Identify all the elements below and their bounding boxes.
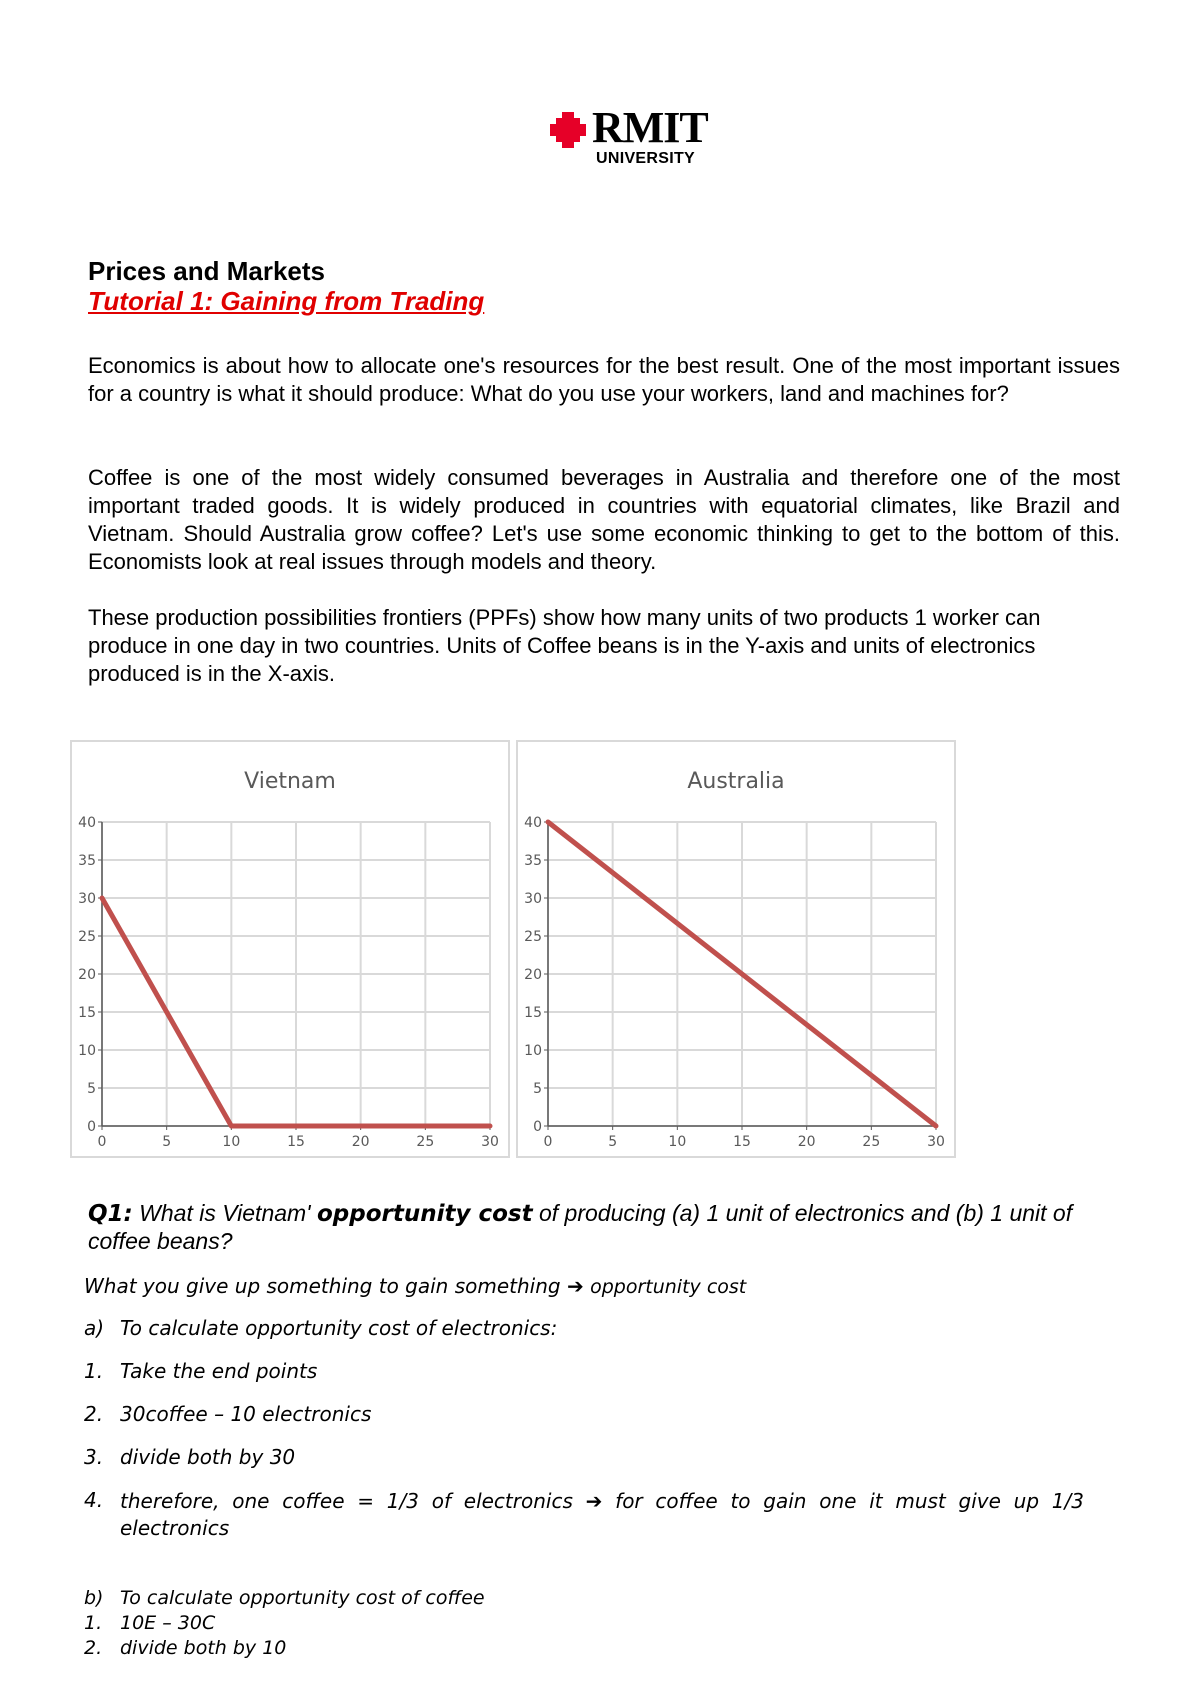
y-tick-label: 10: [78, 1043, 96, 1059]
a-step-4: [84, 1488, 1084, 1542]
document-title: Prices and Markets: [88, 256, 326, 286]
y-tick-label: 30: [78, 891, 96, 907]
question-label: Q1:: [88, 1201, 133, 1227]
y-tick-label: 0: [533, 1119, 542, 1135]
x-tick-label: 30: [927, 1134, 945, 1150]
y-tick-label: 40: [78, 815, 96, 831]
logo-subtitle: UNIVERSITY: [596, 150, 696, 167]
x-tick-label: 0: [97, 1134, 107, 1150]
ppf-paragraph: These production possibilities frontiers (PPFs) show how many units of two products 1 worker can produce in one day in two countries. Units of Coffee beans is in the Y-axis and units of electronics produced is in the X-axis.: [88, 605, 1041, 686]
a-step-3: [84, 1445, 295, 1469]
chart-title: Vietnam: [244, 769, 336, 794]
rmit-logo: [548, 103, 718, 172]
y-tick-label: 35: [524, 853, 542, 869]
arrow-icon: ➔: [566, 1274, 584, 1298]
question-bold-term: opportunity cost: [316, 1201, 533, 1227]
a-step-text: 30coffee – 10 electronics: [120, 1402, 372, 1426]
a-step-number: 4.: [84, 1488, 104, 1512]
ppf-charts: [70, 740, 954, 1156]
part-b-number: b): [84, 1587, 104, 1609]
y-tick-label: 20: [78, 967, 96, 983]
y-tick-label: 25: [78, 929, 96, 945]
question-text-pre: What is Vietnam': [132, 1200, 317, 1226]
y-tick-label: 5: [87, 1081, 96, 1097]
b-step-2: [84, 1637, 286, 1659]
definition-text: What you give up something to gain something: [84, 1274, 561, 1298]
part-a-number: a): [84, 1316, 105, 1340]
a-step-text: divide both by 30: [120, 1445, 296, 1469]
x-tick-label: 25: [862, 1134, 881, 1150]
y-tick-label: 30: [524, 891, 542, 907]
intro-paragraph: Economics is about how to allocate one's resources for the best result. One of the most important issues for a country is what it should produce: What do you use your workers, land and machines for?: [88, 353, 1120, 406]
b-step-1: [84, 1612, 215, 1634]
x-tick-label: 15: [287, 1134, 305, 1150]
vietnam-chart-svg: [72, 742, 508, 1156]
b-step-number: 2.: [84, 1637, 103, 1659]
question-1: [88, 1200, 1120, 1255]
y-tick-label: 20: [524, 967, 542, 983]
definition-result: opportunity cost: [590, 1276, 747, 1298]
x-tick-label: 20: [351, 1134, 370, 1150]
a-step-1: [84, 1359, 317, 1383]
x-tick-label: 15: [733, 1134, 751, 1150]
coffee-paragraph: Coffee is one of the most widely consumed beverages in Australia and therefore one of the most important traded goods. It is widely produced in countries with equatorial climates, like Brazil and Vietnam. Should Australia grow coffee? Let's use some economic thinking to get to the bottom of this. Economists look at real issues through models and theory.: [88, 465, 1120, 574]
rmit-pixel-icon: [548, 110, 588, 150]
australia-chart-svg: [518, 742, 954, 1156]
x-tick-label: 5: [608, 1134, 618, 1150]
a-step-text: Take the end points: [120, 1359, 318, 1383]
y-tick-label: 40: [524, 815, 542, 831]
a-step-number: 1.: [84, 1359, 104, 1383]
part-b-heading: [84, 1587, 485, 1609]
y-tick-label: 25: [524, 929, 542, 945]
b-step-text: 10E – 30C: [120, 1612, 216, 1634]
x-tick-label: 10: [222, 1134, 241, 1150]
y-tick-label: 10: [524, 1043, 542, 1059]
part-b-text: To calculate opportunity cost of coffee: [120, 1587, 485, 1609]
y-tick-label: 0: [87, 1119, 96, 1135]
question-text-post: of producing (a) 1 unit of electronics and (b) 1 unit of coffee beans?: [88, 1200, 1073, 1254]
chart-title: Australia: [687, 769, 785, 794]
y-tick-label: 15: [78, 1005, 96, 1021]
x-tick-label: 5: [162, 1134, 172, 1150]
definition-line: [84, 1274, 746, 1298]
x-tick-label: 10: [668, 1134, 687, 1150]
a-step-number: 2.: [84, 1402, 104, 1426]
y-tick-label: 35: [78, 853, 96, 869]
vietnam-chart: [70, 740, 510, 1158]
x-tick-label: 25: [416, 1134, 435, 1150]
a-step-number: 3.: [84, 1445, 104, 1469]
y-tick-label: 15: [524, 1005, 542, 1021]
a-step-text: therefore, one coffee = 1/3 of electronics ➔ for coffee to gain one it must give up 1/3 electronics: [120, 1489, 1084, 1540]
tutorial-subtitle: Tutorial 1: Gaining from Trading: [88, 286, 485, 316]
australia-chart: [516, 740, 956, 1158]
y-tick-label: 5: [533, 1081, 542, 1097]
x-tick-label: 30: [481, 1134, 499, 1150]
a-step-2: [84, 1402, 371, 1426]
b-step-text: divide both by 10: [120, 1637, 287, 1659]
part-a-heading: [84, 1316, 557, 1340]
b-step-number: 1.: [84, 1612, 103, 1634]
x-tick-label: 0: [543, 1134, 553, 1150]
x-tick-label: 20: [797, 1134, 816, 1150]
part-a-text: To calculate opportunity cost of electronics:: [120, 1316, 558, 1340]
logo-wordmark: RMIT: [592, 103, 708, 152]
